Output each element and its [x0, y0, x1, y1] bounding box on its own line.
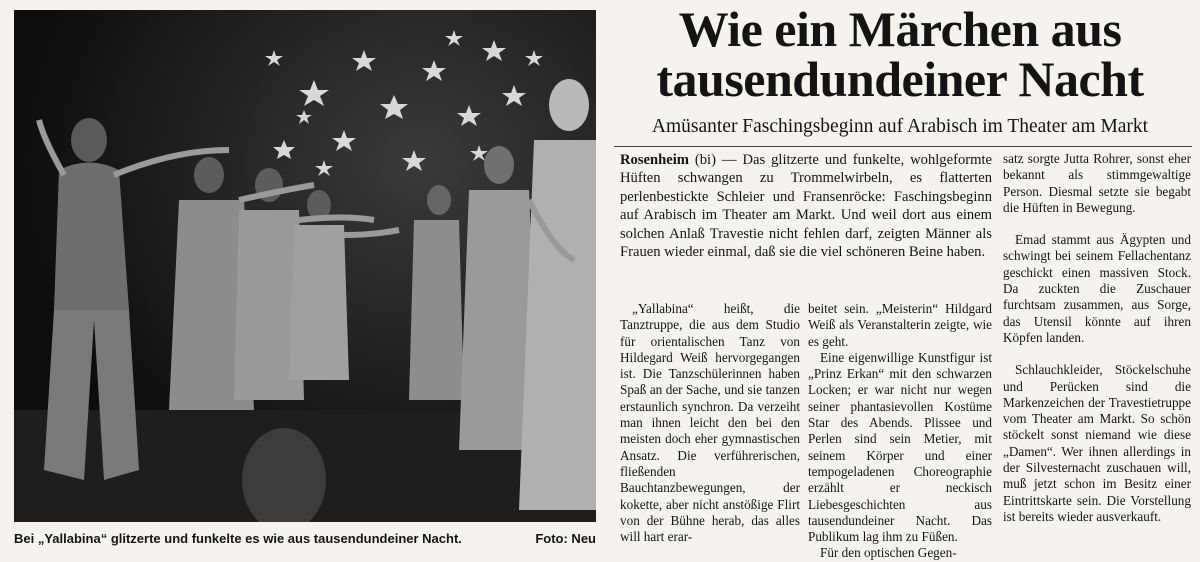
- article-column-1: [620, 301, 800, 545]
- photo-credit: Foto: Neu: [535, 531, 596, 546]
- headline: [606, 1, 1194, 107]
- dance-photo: [14, 10, 596, 522]
- caption-text: Bei „Yallabina“ glitzerte und funkelte es wie aus tausendundeiner Nacht.: [14, 531, 462, 546]
- lead-paragraph: [620, 151, 992, 261]
- column-1-paragraph: „Yallabina“ heißt, die Tanztruppe, die aus dem Studio für orientalischen Tanz von Hildegard Weiß hervorgegangen ist. Die Tanzschülerinnen haben Spaß an der Sache, und sie tanzen erstaunlich synchron. Da verzeiht man ihnen leicht den bei den meisten doch eher gymnastischen Ansatz. Die verführerischen, fließenden Bauchtanzbewegungen, der kokette, aber nicht anstößige Flirt von der Bühne herab, das alles will hart erar-: [620, 301, 800, 545]
- column-2-paragraph-3: Für den optischen Gegen-: [820, 545, 957, 561]
- photo-illustration: [14, 10, 596, 522]
- divider: [614, 146, 1192, 147]
- lead-text: (bi) — Das glitzerte und funkelte, wohlgeformte Hüften schwangen zu Trommelwirbeln, es flatterten perlenbestickte Schleier und Fransenröcke: Faschingsbeginn auf Arabisch im Theater am Markt. Und weil dort aus einem solchen Anlaß Travestie nicht fehlen darf, zeigten Männer als Frauen wieder einmal, daß sie die viel schöneren Beine haben.: [620, 152, 992, 261]
- column-3-paragraph-2: Emad stammt aus Ägypten und schwingt bei seinem Fellachentanz geschickt einen massiven Stock. Da zuckten die Zuschauer furchtsam zusammen, aus Sorge, das Utensil könnte auf ihren Köpfen landen.: [1003, 232, 1191, 345]
- article-column-2: [808, 301, 992, 562]
- subheadline: Amüsanter Faschingsbeginn auf Arabisch im Theater am Markt: [651, 116, 1149, 137]
- column-2-paragraph-1: beitet sein. „Meisterin“ Hildgard Weiß als Veranstalterin zeigte, wie es geht.: [808, 301, 992, 349]
- column-3-paragraph-1: satz sorgte Jutta Rohrer, sonst eher bekannt als stimmgewaltige Person. Diesmal setzte sie begabt die Hüften in Bewegung.: [1003, 151, 1191, 215]
- column-3-paragraph-3: Schlauchkleider, Stöckelschuhe und Perücken sind die Markenzeichen der Travestietruppe vom Theater am Markt. So schön stöckelt sonst niemand wie diese „Damen“. Wer ihnen allerdings in der Silvesternacht zuschauen will, muß jetzt schon im Besitz einer Eintrittskarte sein. Die Vorstellung ist bereits wieder ausverkauft.: [1003, 362, 1191, 524]
- headline-line-1: Wie ein Märchen aus: [678, 1, 1122, 57]
- column-2-paragraph-2: Eine eigenwillige Kunstfigur ist „Prinz Erkan“ mit den schwarzen Locken; er war nicht nur wegen seiner phantasievollen Kostüme Star des Abends. Plissee und Perlen sind sein Metier, mit seinem Körper und einer tempogeladenen Choreographie erzählt er neckisch Liebesgeschichten aus tausendundeiner Nacht. Das Publikum lag ihm zu Füßen.: [808, 349, 992, 545]
- headline-line-2: tausendundeiner Nacht: [656, 51, 1144, 107]
- photo-caption: [14, 528, 596, 550]
- article-column-3: [1003, 151, 1191, 525]
- dateline: Rosenheim: [620, 152, 689, 168]
